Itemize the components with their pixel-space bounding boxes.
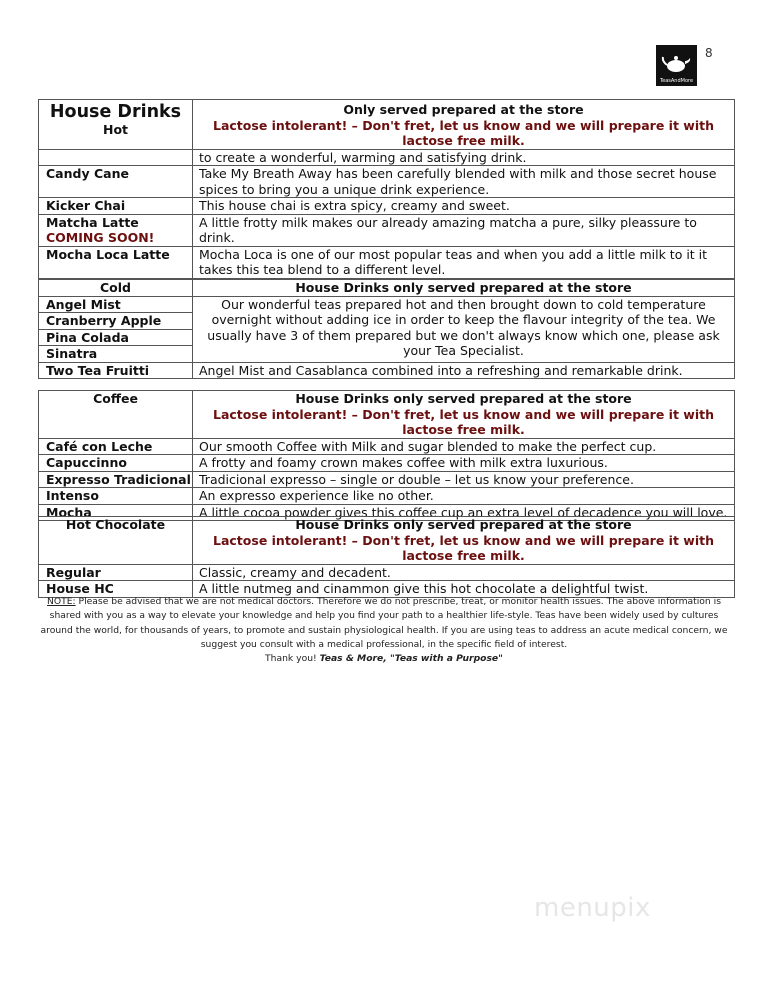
table-row: Expresso Tradicional Tradicional expresso – single or double – let us know your preference.	[39, 471, 735, 488]
page-number: 8	[705, 46, 713, 60]
table-row: Regular Classic, creamy and decadent.	[39, 564, 735, 581]
table-row: Mocha Loca Latte Mocha Loca is one of our most popular teas and when you add a little milk to it it takes this tea blend to a different level.	[39, 246, 735, 278]
cold-section-title: Cold	[39, 280, 193, 297]
table-row: Pina Colada	[39, 329, 735, 346]
cold-section-header: House Drinks only served prepared at the store	[193, 280, 735, 297]
logo-text: TeasAndMore	[659, 78, 694, 84]
note-text: Please be advised that we are not medical doctors. Therefore we do not prescribe, treat, or monitor health issues. The above information is shared with you as a way to elevate your knowledge and help you find your path to a healthier life-style. Teas have been widely used by cultures around the world, for thousands of years, to promote and sustain physiological health. If you are using teas to address an acute medical concern, we suggest you consult with a medical professional, in the specific field of interest.	[40, 596, 728, 650]
hot-section-title: House Drinks Hot	[39, 100, 193, 150]
teapot-icon	[661, 49, 692, 75]
note-thanks: Thank you!	[265, 653, 320, 665]
teas-and-more-logo	[656, 45, 697, 86]
table-header-row	[39, 100, 735, 150]
table-row: to create a wonderful, warming and satisfying drink.	[39, 149, 735, 166]
table-row: Café con Leche Our smooth Coffee with Milk and sugar blended to make the perfect cup.	[39, 438, 735, 455]
hot-chocolate-table	[38, 516, 735, 598]
table-row: Capuccinno A frotty and foamy crown makes coffee with milk extra luxurious.	[39, 455, 735, 472]
hot-drinks-table	[38, 99, 735, 279]
menupix-watermark: menupix	[534, 893, 651, 923]
table-header-row	[39, 391, 735, 439]
note-tagline: Teas & More, "Teas with a Purpose"	[319, 653, 503, 665]
cold-shared-description: Our wonderful teas prepared hot and then brought down to cold temperature overnight without adding ice in order to keep the flavour integrity of the tea. We usually have 3 of them prepared but we don't always know which one, please ask your Tea Specialist.	[193, 296, 735, 362]
hot-chocolate-section-header: House Drinks only served prepared at the store Lactose intolerant! – Don't fret, let us know and we will prepare it with lactose free milk.	[193, 517, 735, 565]
note-label: NOTE:	[46, 596, 76, 607]
table-row: House HC A little nutmeg and cinammon give this hot chocolate a delightful twist.	[39, 581, 735, 598]
coffee-table	[38, 390, 735, 521]
table-row: Candy Cane Take My Breath Away has been carefully blended with milk and those secret house spices to bring you a unique drink experience.	[39, 166, 735, 198]
table-row: Sinatra	[39, 346, 735, 363]
cold-drinks-table	[38, 279, 735, 379]
table-row: Matcha Latte COMING SOON! A little frotty milk makes our already amazing matcha a pure, silky pleassure to drink.	[39, 214, 735, 246]
table-header-row	[39, 517, 735, 565]
coffee-section-title: Coffee	[39, 391, 193, 439]
coffee-section-header: House Drinks only served prepared at the store Lactose intolerant! – Don't fret, let us know and we will prepare it with lactose free milk.	[193, 391, 735, 439]
hot-chocolate-section-title: Hot Chocolate	[39, 517, 193, 565]
disclaimer-note	[40, 595, 728, 666]
table-row: Kicker Chai This house chai is extra spicy, creamy and sweet.	[39, 198, 735, 215]
table-row: Cranberry Apple	[39, 313, 735, 330]
table-header-row	[39, 280, 735, 297]
coming-soon-badge: COMING SOON!	[46, 230, 155, 245]
hot-section-header: Only served prepared at the store Lactose intolerant! – Don't fret, let us know and we will prepare it with lactose free milk.	[193, 100, 735, 150]
table-row: Angel Mist Our wonderful teas prepared hot and then brought down to cold temperature overnight without adding ice in order to keep the flavour integrity of the tea. We usually have 3 of them prepared but we don't always know which one, please ask your Tea Specialist.	[39, 296, 735, 313]
table-row: Two Tea Fruitti Angel Mist and Casablanca combined into a refreshing and remarkable drink.	[39, 362, 735, 379]
table-row: Mocha A little cocoa powder gives this coffee cup an extra level of decadence you will love.	[39, 504, 735, 521]
table-row: Intenso An expresso experience like no other.	[39, 488, 735, 505]
